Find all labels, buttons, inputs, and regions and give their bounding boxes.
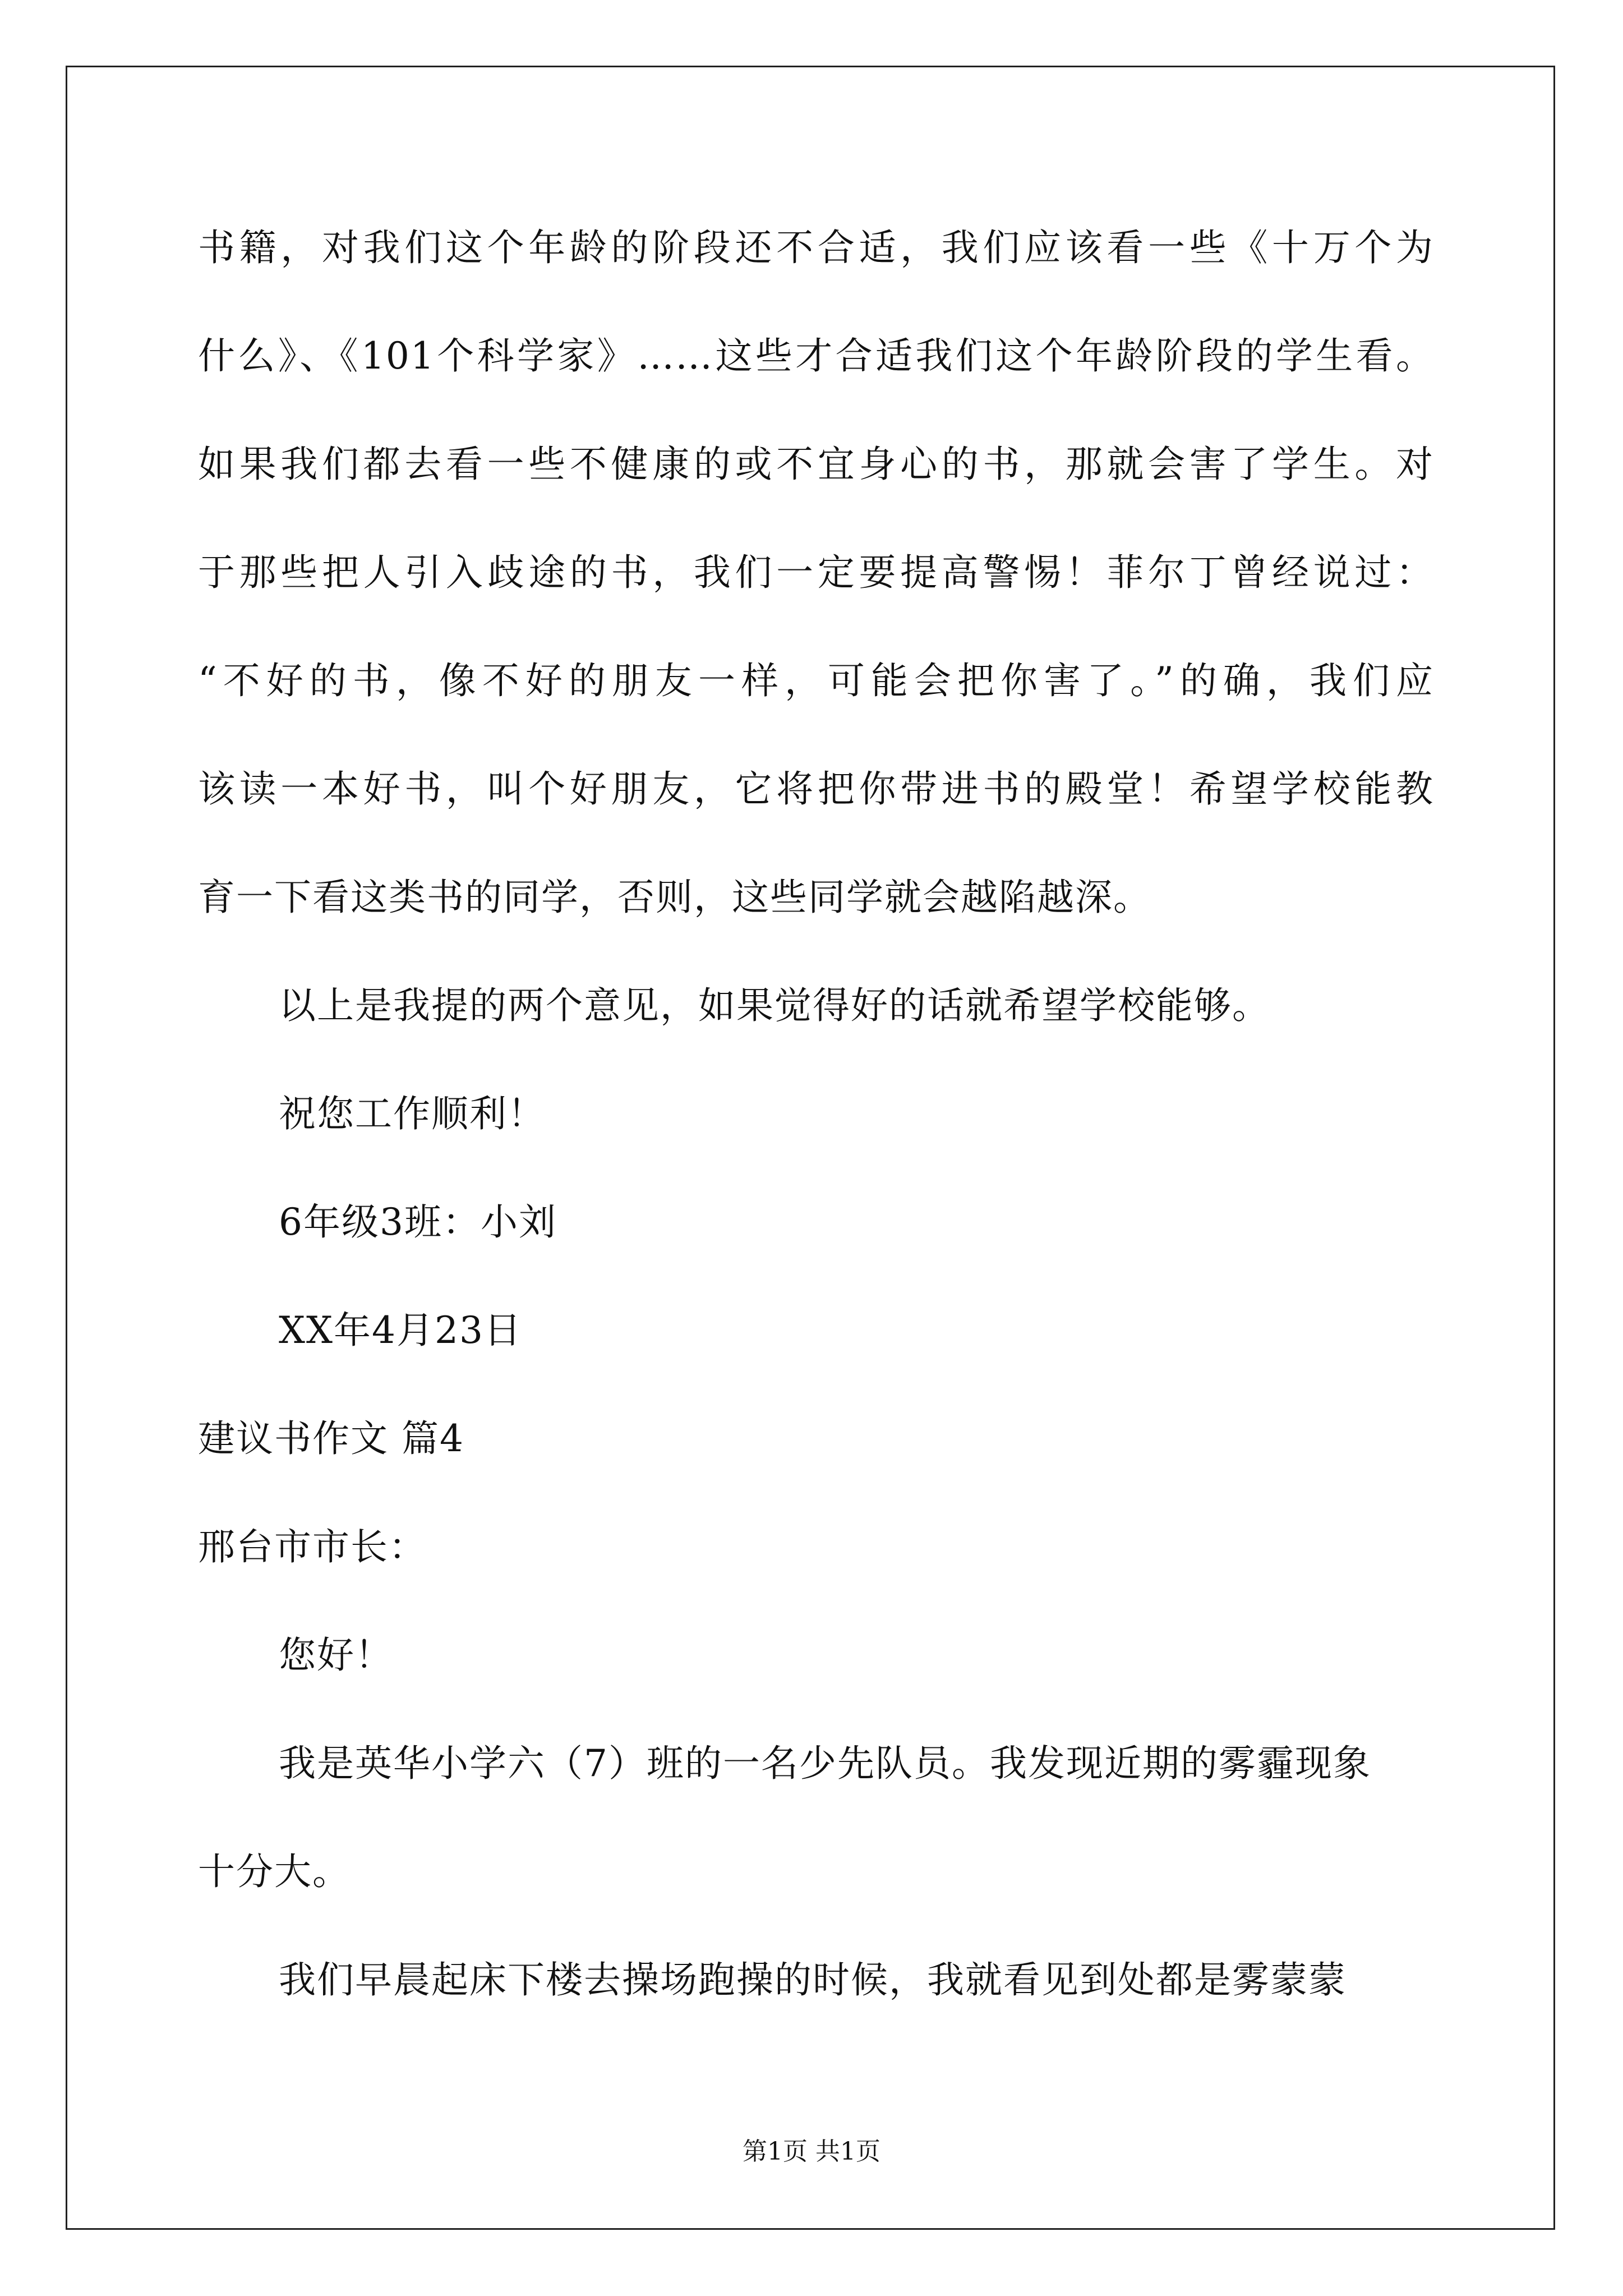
paragraph-line: 十分大。 <box>198 1850 351 1893</box>
paragraph-line: 以上是我提的两个意见，如果觉得好的话就希望学校能够。 <box>279 984 1270 1027</box>
section-heading: 建议书作文 篇4 <box>198 1417 464 1460</box>
page-border <box>66 66 1555 2230</box>
paragraph-line: 于那些把人引入歧途的书，我们一定要提高警惕！菲尔丁曾经说过： <box>198 551 1434 594</box>
paragraph-line: 书籍，对我们这个年龄的阶段还不合适，我们应该看一些《十万个为 <box>198 226 1434 269</box>
paragraph-line: 我是英华小学六（7）班的一名少先队员。我发现近期的雾霾现象 <box>279 1742 1371 1785</box>
paragraph-line: “不好的书，像不好的朋友一样，可能会把你害了。”的确，我们应 <box>198 659 1434 702</box>
paragraph-line: 育一下看这类书的同学，否则，这些同学就会越陷越深。 <box>198 876 1151 919</box>
signature: 6年级3班：小刘 <box>279 1200 557 1244</box>
salutation: 邢台市市长： <box>198 1525 427 1568</box>
paragraph-line: 什么》、《101个科学家》……这些才合适我们这个年龄阶段的学生看。 <box>198 334 1434 378</box>
greeting: 您好！ <box>279 1634 393 1677</box>
page-footer: 第1页 共1页 <box>743 2137 880 2166</box>
paragraph-line: 如果我们都去看一些不健康的或不宜身心的书，那就会害了学生。对 <box>198 443 1434 486</box>
paragraph-line: 我们早晨起床下楼去操场跑操的时候，我就看见到处都是雾蒙蒙 <box>279 1958 1347 2001</box>
date-line: XX年4月23日 <box>279 1309 522 1352</box>
closing-wish: 祝您工作顺利！ <box>279 1092 546 1135</box>
paragraph-line: 该读一本好书，叫个好朋友，它将把你带进书的殿堂！希望学校能教 <box>198 767 1434 811</box>
